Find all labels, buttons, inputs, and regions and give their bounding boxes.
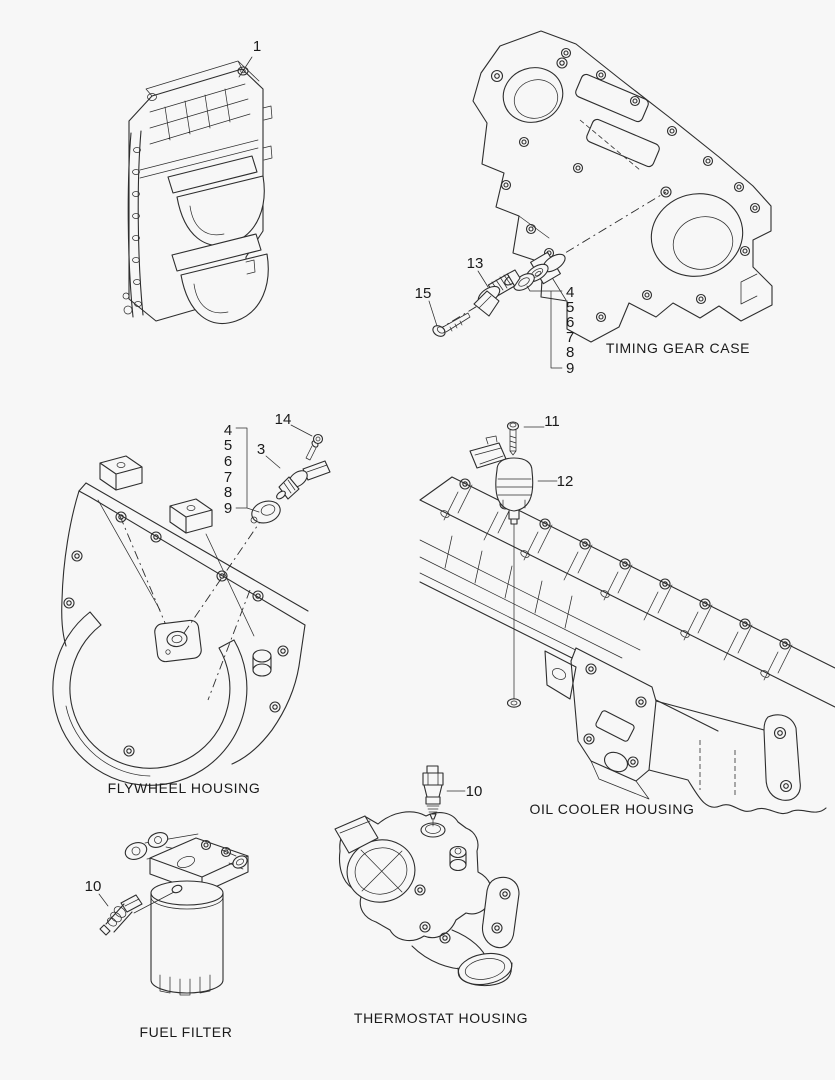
thermostat-housing-label: THERMOSTAT HOUSING bbox=[353, 1010, 529, 1026]
callout-11-label: 11 bbox=[544, 413, 560, 430]
stack-item-4: 4 bbox=[223, 422, 233, 439]
bolt-11 bbox=[508, 422, 519, 455]
callout-14-label: 14 bbox=[274, 411, 292, 428]
callout-12-label: 12 bbox=[556, 473, 574, 490]
callout-3-label: 3 bbox=[256, 441, 266, 458]
stack-item-9: 9 bbox=[566, 360, 575, 377]
callout-1-group bbox=[239, 38, 261, 77]
stack-item-7: 7 bbox=[223, 469, 233, 486]
sensor-flange-9 bbox=[249, 498, 283, 527]
flywheel-housing-label: FLYWHEEL HOUSING bbox=[107, 780, 261, 796]
pressure-sensor-12 bbox=[470, 436, 533, 524]
stack-item-8: 8 bbox=[223, 484, 233, 501]
crank-sensor-3 bbox=[275, 461, 330, 500]
oil-cooler-housing-drawing bbox=[420, 477, 835, 814]
callout-1-label: 1 bbox=[252, 38, 262, 55]
stack-item-6: 6 bbox=[566, 314, 575, 331]
flywheel-callouts bbox=[108, 411, 312, 796]
fuel-filter-drawing bbox=[100, 830, 249, 995]
callout-10-fuel-label: 10 bbox=[84, 878, 102, 895]
stack-item-9: 9 bbox=[223, 500, 233, 517]
timing-gear-case-label: TIMING GEAR CASE bbox=[605, 340, 751, 356]
fuel-filter-label: FUEL FILTER bbox=[139, 1024, 233, 1040]
crank-sensor-assembly bbox=[182, 435, 330, 637]
bolt-14 bbox=[306, 435, 323, 461]
stack-item-5: 5 bbox=[566, 299, 575, 316]
stack-item-5: 5 bbox=[223, 437, 233, 454]
oil-cooler-housing-label: OIL COOLER HOUSING bbox=[529, 801, 695, 817]
ecu-drawing bbox=[123, 61, 272, 323]
callout-10-thermostat-label: 10 bbox=[465, 783, 483, 800]
stack-item-4: 4 bbox=[566, 284, 575, 301]
temp-sensor-10-thermostat bbox=[423, 766, 443, 826]
thermostat-housing-drawing bbox=[335, 766, 519, 988]
stack-item-7: 7 bbox=[566, 329, 575, 346]
oil-cooler-sensor-assembly bbox=[470, 422, 533, 707]
stack-item-8: 8 bbox=[566, 344, 575, 361]
cam-sensor-13 bbox=[474, 270, 520, 316]
callout-15-label: 15 bbox=[414, 285, 432, 302]
timing-gear-case-drawing bbox=[473, 31, 772, 342]
callout-13-label: 13 bbox=[466, 255, 484, 272]
stack-item-6: 6 bbox=[223, 453, 233, 470]
timing-callouts bbox=[415, 255, 750, 377]
